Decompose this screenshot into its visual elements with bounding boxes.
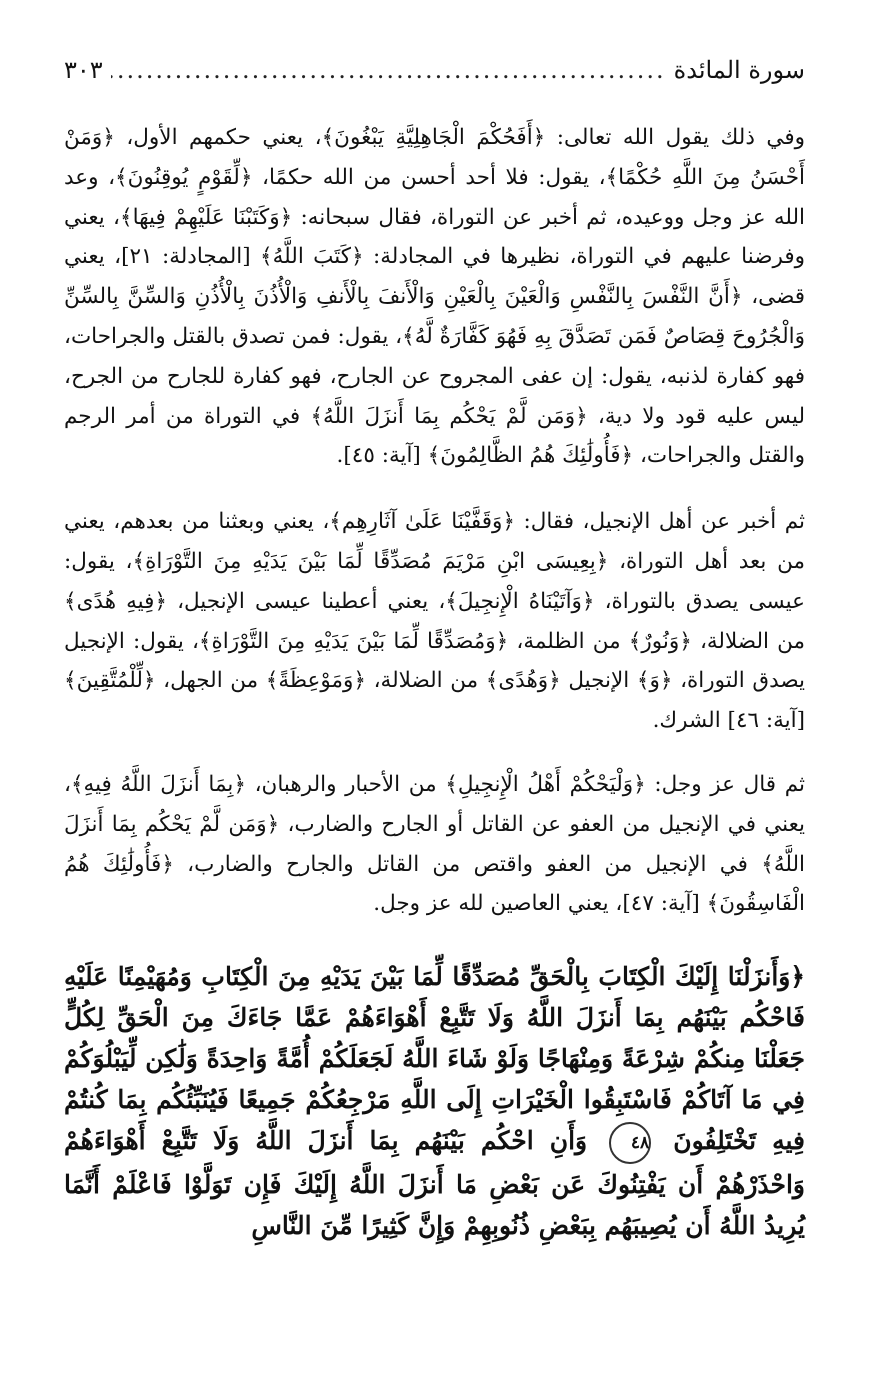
ayah-number-badge: ٤٨: [609, 1122, 651, 1164]
verse-49-text: وَأَنِ احْكُم بَيْنَهُم بِمَا أَنزَلَ اللَّهُ وَلَا تَتَّبِعْ أَهْوَاءَهُمْ وَاحْذَرْهُمْ أَن يَفْتِنُوكَ عَن بَعْضِ مَا أَنزَلَ اللَّهُ إِلَيْكَ فَإِن تَوَلَّوْا فَاعْلَمْ أَنَّمَا يُرِيدُ اللَّهُ أَن يُصِيبَهُم بِبَعْضِ ذُنُوبِهِمْ وَإِنَّ كَثِيرًا مِّنَ النَّاسِ: [64, 1126, 805, 1240]
leader-dots: [111, 50, 666, 90]
commentary-paragraph-2: ثم أخبر عن أهل الإنجيل، فقال: ﴿وَقَفَّيْنَا عَلَىٰ آثَارِهِم﴾، يعني وبعثنا من بعدهم، يعني من بعد أهل التوراة، ﴿بِعِيسَى ابْنِ مَرْيَمَ مُصَدِّقًا لِّمَا بَيْنَ يَدَيْهِ مِنَ التَّوْرَاةِ﴾، يقول: عيسى يصدق بالتوراة، ﴿وَآتَيْنَاهُ الْإِنجِيلَ﴾، يعني أعطينا عيسى الإنجيل، ﴿فِيهِ هُدًى﴾ من الضلالة، ﴿وَنُورٌ﴾ من الظلمة، ﴿وَمُصَدِّقًا لِّمَا بَيْنَ يَدَيْهِ مِنَ التَّوْرَاةِ﴾، يقول: الإنجيل يصدق التوراة، ﴿وَ﴾ الإنجيل ﴿وَهُدًى﴾ من الضلالة، ﴿وَمَوْعِظَةً﴾ من الجهل، ﴿لِّلْمُتَّقِينَ﴾ [آية: ٤٦] الشرك.: [64, 509, 805, 734]
commentary-paragraph-1: وفي ذلك يقول الله تعالى: ﴿أَفَحُكْمَ الْجَاهِلِيَّةِ يَبْغُونَ﴾، يعني حكمهم الأول، ﴿وَمَنْ أَحْسَنُ مِنَ اللَّهِ حُكْمًا﴾، يقول: فلا أحد أحسن من الله حكمًا، ﴿لِّقَوْمٍ يُوقِنُونَ﴾، وعد الله عز وجل ووعيده، ثم أخبر عن التوراة، فقال سبحانه: ﴿وَكَتَبْنَا عَلَيْهِمْ فِيهَا﴾، يعني وفرضنا عليهم في التوراة، نظيرها في المجادلة: ﴿كَتَبَ اللَّهُ﴾ [المجادلة: ٢١]، يعني قضى، ﴿أَنَّ النَّفْسَ بِالنَّفْسِ وَالْعَيْنَ بِالْعَيْنِ وَالْأَنفَ بِالْأَنفِ وَالْأُذُنَ بِالْأُذُنِ وَالسِّنَّ بِالسِّنِّ وَالْجُرُوحَ قِصَاصٌ فَمَن تَصَدَّقَ بِهِ فَهُوَ كَفَّارَةٌ لَّهُ﴾، يقول: فمن تصدق بالقتل والجراحات، فهو كفارة لذنبه، يقول: إن عفى المجروح عن الجارح، فهو كفارة للجارح من الجرح، ليس عليه قود ولا دية، ﴿وَمَن لَّمْ يَحْكُم بِمَا أَنزَلَ اللَّهُ﴾ في التوراة من أمر الرجم والقتل والجراحات، ﴿فَأُولَٰئِكَ هُمُ الظَّالِمُونَ﴾ [آية: ٤٥].: [64, 125, 805, 469]
surah-name: سورة المائدة: [673, 56, 805, 84]
verse-48-text: ﴿وَأَنزَلْنَا إِلَيْكَ الْكِتَابَ بِالْحَقِّ مُصَدِّقًا لِّمَا بَيْنَ يَدَيْهِ مِنَ الْكِتَابِ وَمُهَيْمِنًا عَلَيْهِ فَاحْكُم بَيْنَهُم بِمَا أَنزَلَ اللَّهُ وَلَا تَتَّبِعْ أَهْوَاءَهُمْ عَمَّا جَاءَكَ مِنَ الْحَقِّ لِكُلٍّ جَعَلْنَا مِنكُمْ شِرْعَةً وَمِنْهَاجًا وَلَوْ شَاءَ اللَّهُ لَجَعَلَكُمْ أُمَّةً وَاحِدَةً وَلَٰكِن لِّيَبْلُوَكُمْ فِي مَا آتَاكُمْ فَاسْتَبِقُوا الْخَيْرَاتِ إِلَى اللَّهِ مَرْجِعُكُمْ جَمِيعًا فَيُنَبِّئُكُم بِمَا كُنتُمْ فِيهِ تَخْتَلِفُونَ: [64, 962, 805, 1156]
page-number: ٣٠٣: [64, 56, 103, 84]
commentary-paragraph-3: ثم قال عز وجل: ﴿وَلْيَحْكُمْ أَهْلُ الْإِنجِيلِ﴾ من الأحبار والرهبان، ﴿بِمَا أَنزَلَ اللَّهُ فِيهِ﴾، يعني في الإنجيل من العفو عن القاتل أو الجارح والضارب، ﴿وَمَن لَّمْ يَحْكُم بِمَا أَنزَلَ اللَّهُ﴾ في الإنجيل من العفو واقتص من القاتل والجارح والضارب، ﴿فَأُولَٰئِكَ هُمُ الْفَاسِقُونَ﴾ [آية: ٤٧]، يعني العاصين لله عز وجل.: [64, 771, 805, 917]
quran-verse-block: [64, 956, 805, 1246]
running-header: [64, 50, 805, 94]
